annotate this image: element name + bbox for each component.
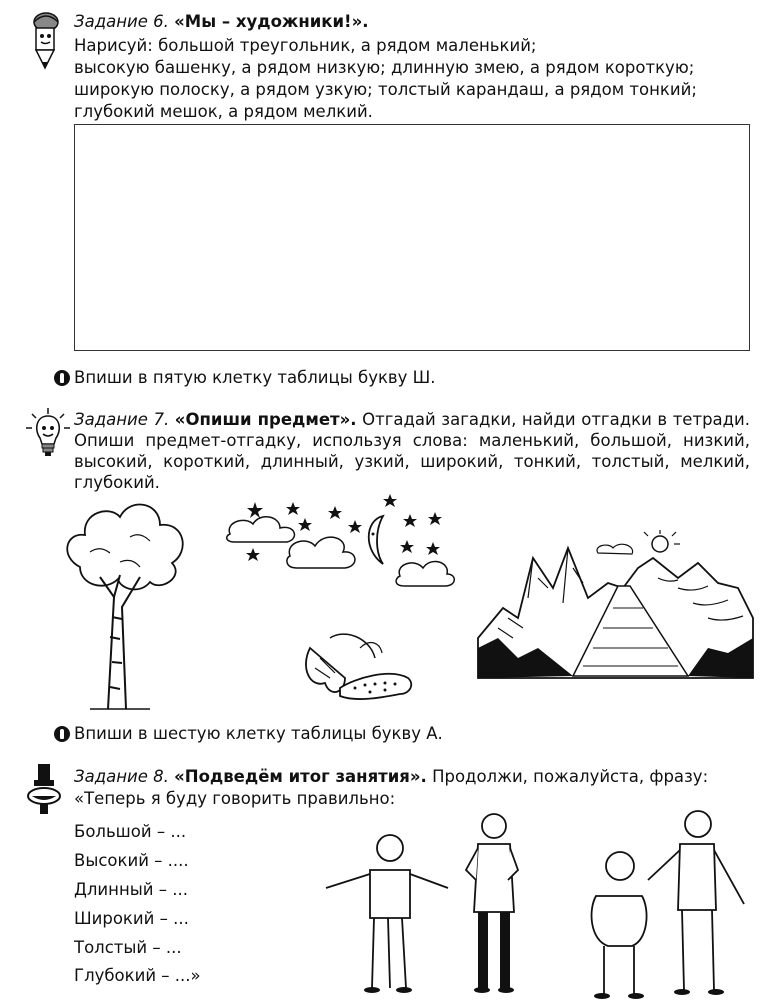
phrase-item-4: Широкий – ... [74, 909, 189, 928]
drawing-area[interactable] [74, 124, 750, 351]
task6-line-4: глубокий мешок, а рядом мелкий. [74, 102, 373, 121]
task7-text: Отгадай загадки, найди отгадки в тетради. Опиши предмет-отгадку, используя слова: маленький, большой, низкий, высокий, короткий, длинный, узкий, широкий, тонкий, толстый, мелкий, глубокий. [74, 410, 751, 492]
speaker-icon [24, 764, 64, 814]
phrase-item-5: Толстый – ... [74, 938, 182, 957]
phrase-item-2: Высокий – .... [74, 851, 189, 870]
task8-title: «Подведём итог занятия». [174, 767, 427, 786]
lightbulb-icon [26, 408, 70, 460]
task8-line-1 [74, 767, 708, 787]
task8-line-2: «Теперь я буду говорить правильно: [74, 789, 396, 808]
task6-note [54, 368, 436, 387]
cucumber-illustration [300, 628, 415, 706]
pencil-mascot-icon [24, 10, 64, 70]
task6-line-1: Нарисуй: большой треугольник, а рядом маленький; [74, 36, 537, 55]
task6-line-3: широкую полоску, а рядом узкую; толстый карандаш, а рядом тонкий; [74, 80, 697, 99]
phrase-item-3: Длинный – ... [74, 880, 188, 899]
boys-illustration [318, 800, 753, 1000]
info-icon [54, 726, 70, 742]
task6-note-text: Впиши в пятую клетку таблицы букву Ш. [74, 368, 436, 387]
task7-title: «Опиши предмет». [174, 410, 357, 429]
task7-number: Задание 7. [74, 410, 170, 429]
task6-title: «Мы – художники!». [174, 12, 369, 31]
birch-tree-illustration [60, 497, 190, 713]
task7-note-text: Впиши в шестую клетку таблицы букву А. [74, 724, 443, 743]
task6-number: Задание 6. [74, 12, 169, 31]
mountain-river-illustration [478, 528, 753, 678]
task7-paragraph [74, 409, 750, 493]
task6-line-2: высокую башенку, а рядом низкую; длинную змею, а рядом короткую; [74, 58, 695, 77]
night-sky-illustration [225, 494, 455, 594]
task8-number: Задание 8. [74, 767, 169, 786]
task7-note [54, 724, 443, 743]
task8-intro: Продолжи, пожалуйста, фразу: [432, 767, 709, 786]
task6-heading [74, 12, 369, 32]
phrase-item-1: Большой – ... [74, 822, 187, 841]
info-icon [54, 370, 70, 386]
phrase-item-6: Глубокий – ...» [74, 966, 201, 985]
